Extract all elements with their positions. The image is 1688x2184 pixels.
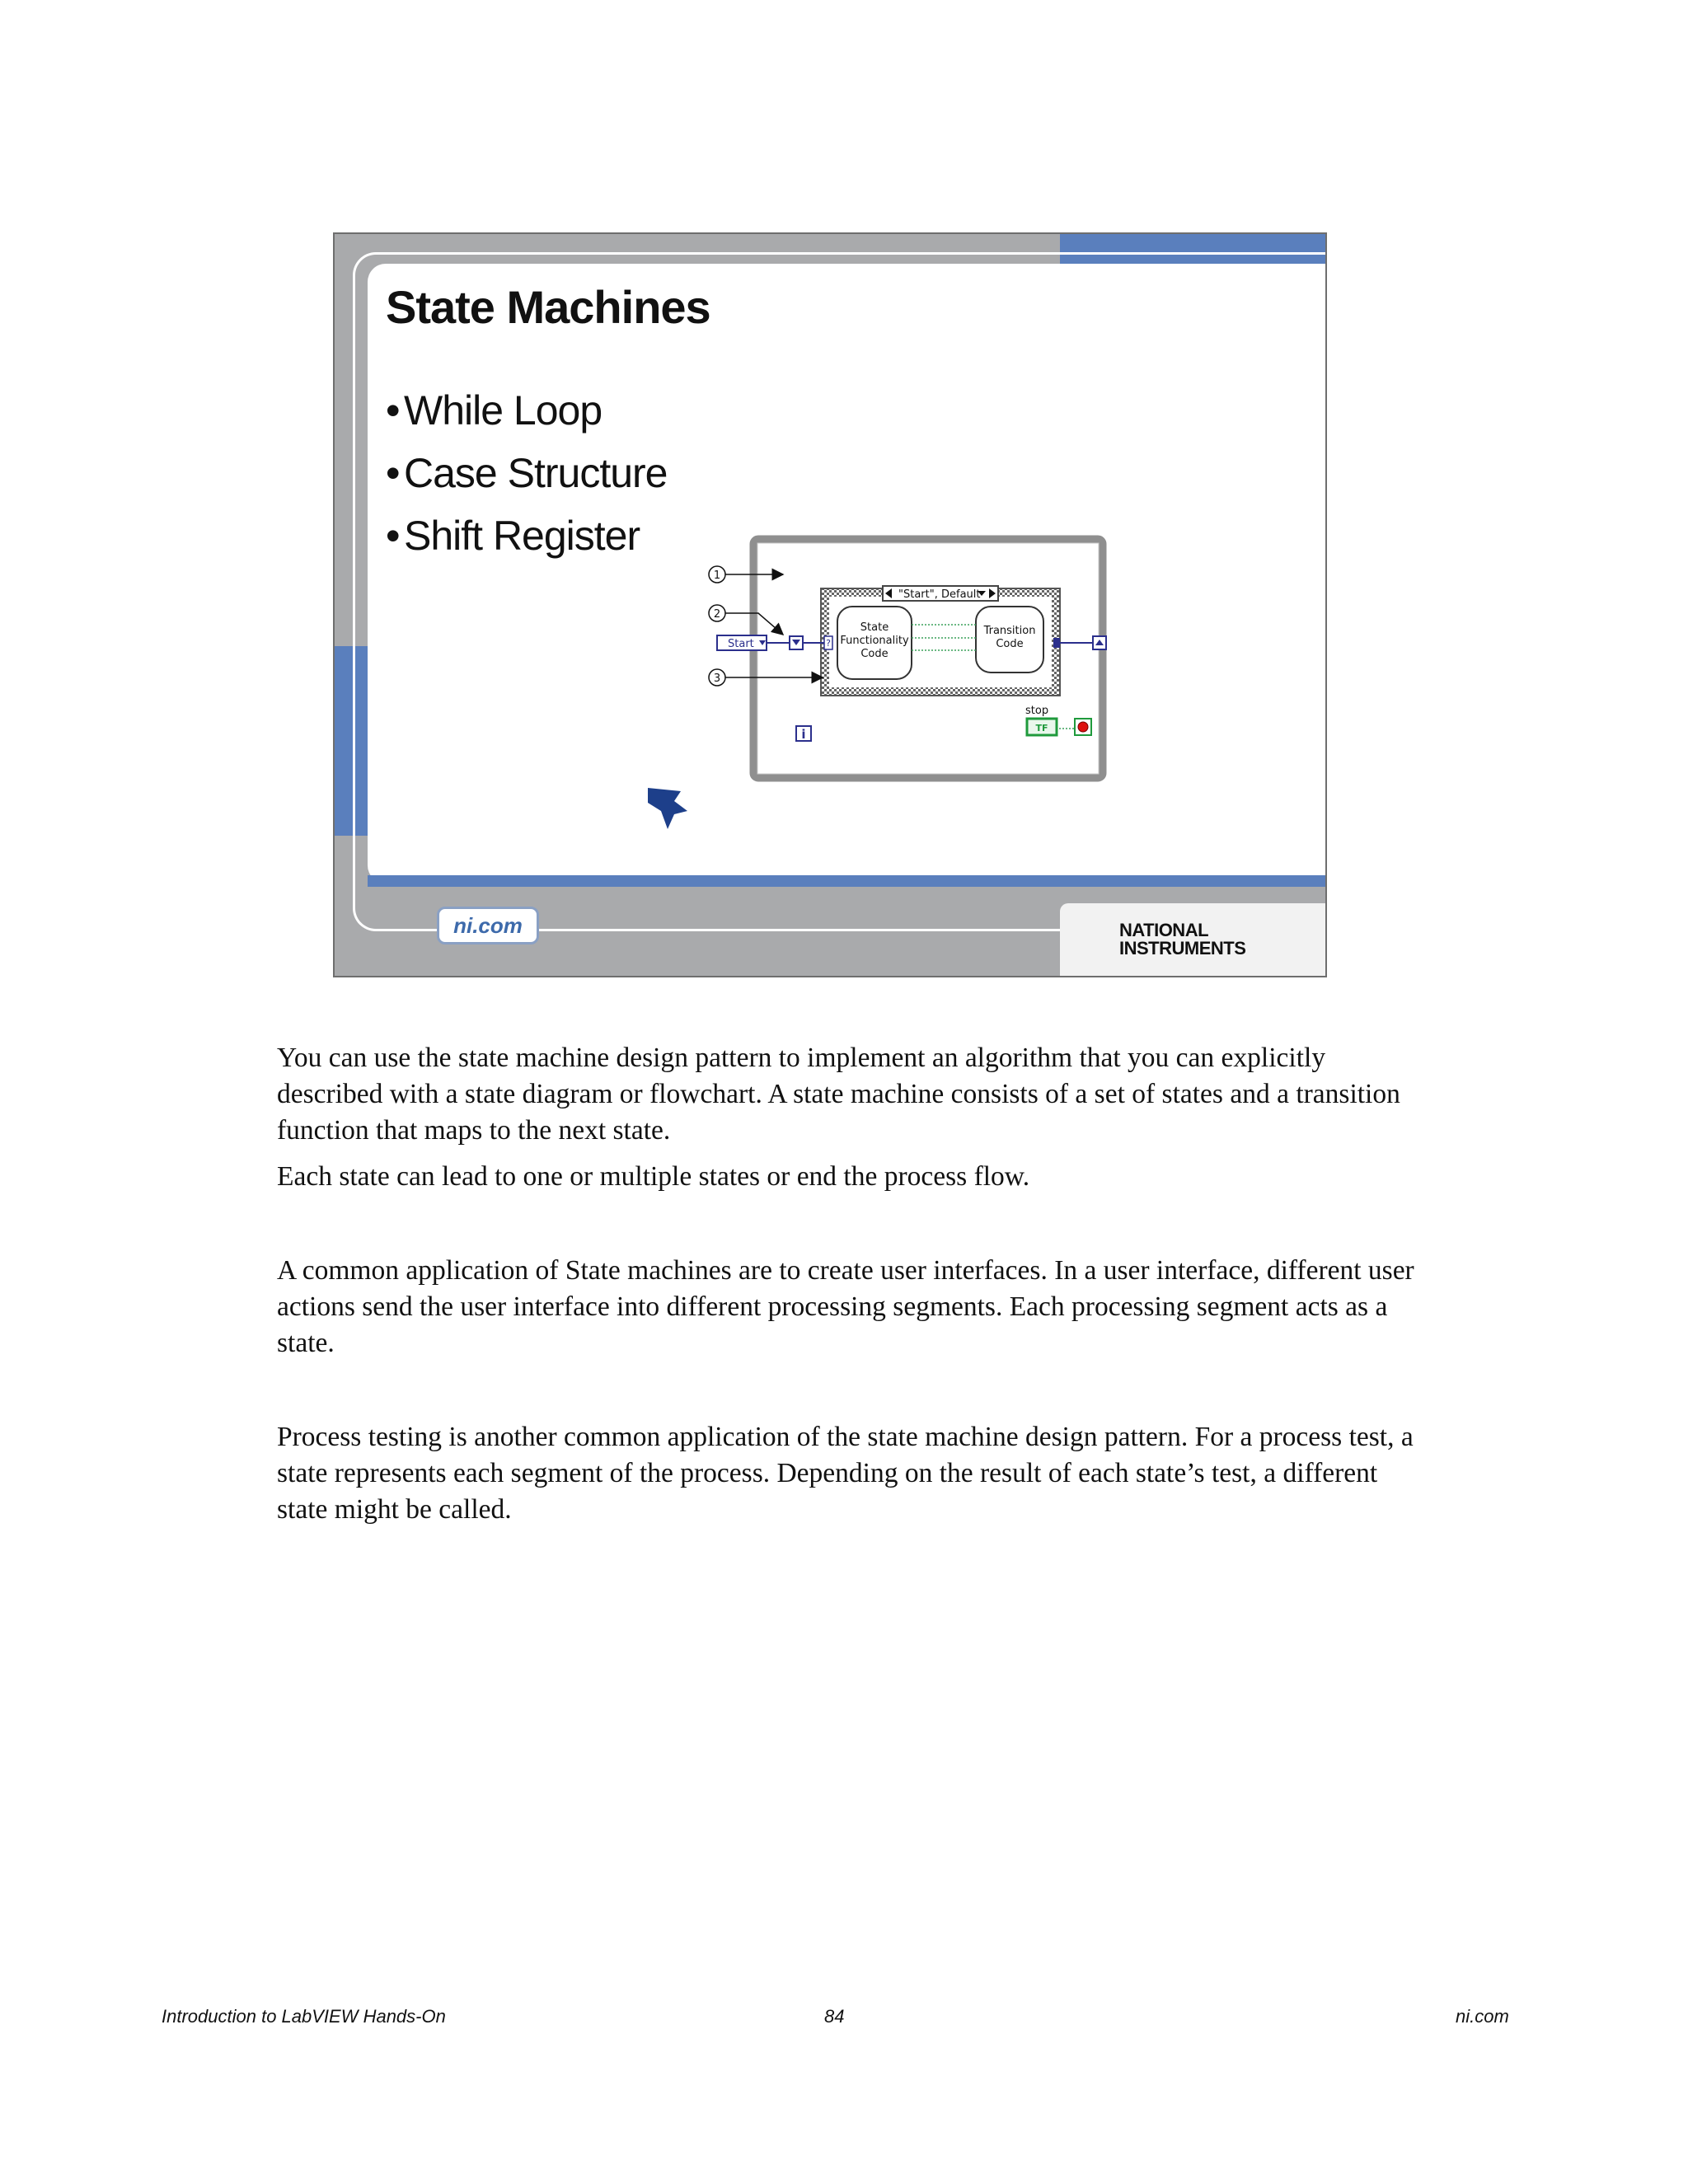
shift-register-left bbox=[790, 636, 803, 649]
paragraph: You can use the state machine design pattern to implement an algorithm that you can explicitly described with a state diagram or flowchart. A state machine consists of a set of states and a transition function that maps to the next state. bbox=[277, 1043, 1400, 1146]
bullet-item: • Shift Register bbox=[386, 513, 640, 559]
state-block-line: Code bbox=[860, 648, 889, 660]
transition-block-line: Code bbox=[996, 638, 1024, 650]
bullet-item: • Case Structure bbox=[386, 450, 668, 496]
state-block-line: Functionality bbox=[840, 635, 909, 647]
stop-tf-label: TF bbox=[1035, 723, 1048, 733]
slide-title: State Machines bbox=[386, 281, 710, 333]
ni-logo-line: INSTRUMENTS bbox=[1119, 938, 1246, 958]
case-selector-label: "Start", Default bbox=[898, 588, 981, 601]
selector-question-mark: ? bbox=[826, 638, 831, 649]
transition-block-line: Transition bbox=[983, 625, 1036, 637]
slide-footer-link: ni.com bbox=[437, 907, 539, 944]
slide-image bbox=[333, 232, 1327, 977]
callout-1: 1 bbox=[713, 569, 721, 582]
callout-circles bbox=[709, 566, 725, 686]
footer-website: ni.com bbox=[1456, 2006, 1509, 2027]
callout-2: 2 bbox=[713, 608, 721, 621]
callout-3: 3 bbox=[713, 673, 721, 685]
iteration-label: i bbox=[801, 727, 806, 742]
state-machine-diagram bbox=[335, 234, 1327, 977]
footer-document-title: Introduction to LabVIEW Hands-On bbox=[162, 2006, 446, 2027]
ni-logo-line: NATIONAL bbox=[1119, 920, 1209, 940]
stop-label: stop bbox=[1025, 705, 1049, 717]
paragraph: A common application of State machines are to create user interfaces. In a user interface, different user actions send the user interface into different processing segments. Each processing segment acts as a state. bbox=[277, 1255, 1414, 1358]
ni-eagle-logo-icon bbox=[648, 788, 687, 829]
bullet-item: • While Loop bbox=[386, 387, 603, 434]
footer-page-number: 84 bbox=[824, 2006, 845, 2027]
state-block-line: State bbox=[860, 621, 889, 634]
output-tunnel bbox=[1053, 638, 1060, 648]
enum-label: Start bbox=[728, 638, 754, 650]
paragraph: Each state can lead to one or multiple states or end the process flow. bbox=[277, 1161, 1030, 1192]
paragraph: Process testing is another common application of the state machine design pattern. For a process test, a state represents each segment of the process. Depending on the result of each state’s test, a different state might be called. bbox=[277, 1422, 1414, 1525]
shift-register-right bbox=[1093, 636, 1106, 649]
ni-logo-wordmark bbox=[1119, 921, 1245, 958]
stop-terminal bbox=[1075, 719, 1091, 735]
